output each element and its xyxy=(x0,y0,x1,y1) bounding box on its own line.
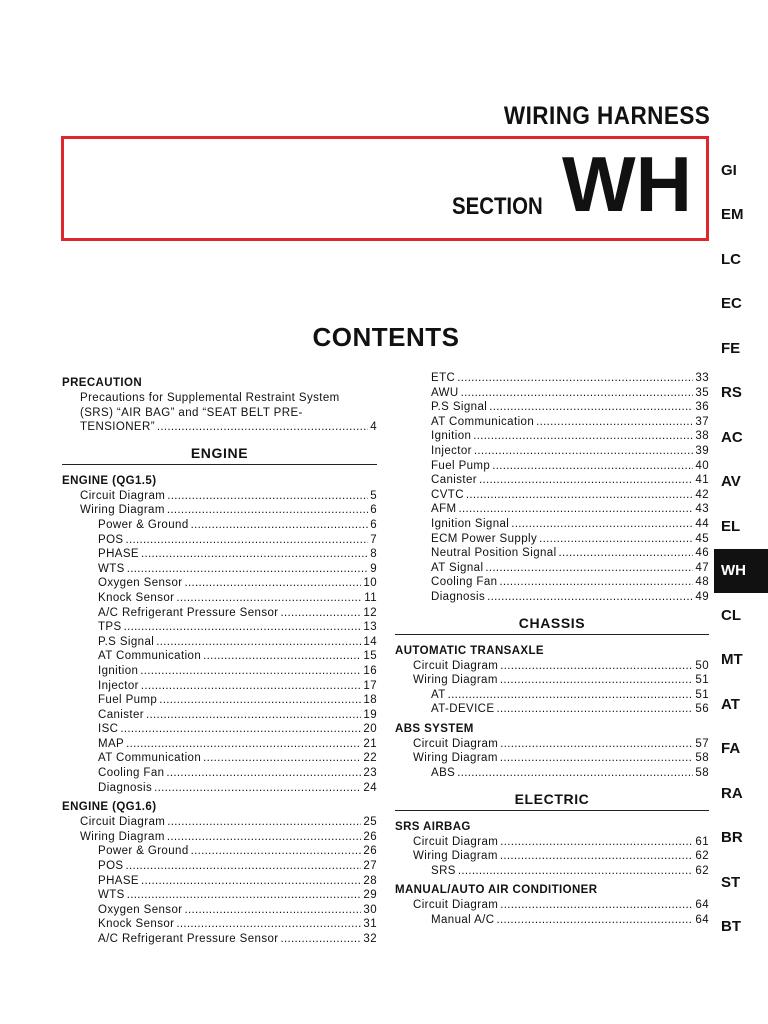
dot-leader xyxy=(500,898,693,913)
dot-leader xyxy=(203,751,361,766)
toc-page-number: 28 xyxy=(363,874,377,887)
manual-title: WIRING HARNESS xyxy=(503,102,710,130)
toc-entry-label: AT xyxy=(431,688,446,701)
section-tab-br[interactable]: BR xyxy=(721,829,743,847)
toc-page-number: 6 xyxy=(370,518,377,531)
section-tab-cl[interactable]: CL xyxy=(721,606,741,624)
toc-entry[interactable] xyxy=(62,722,377,737)
section-tab-mt[interactable]: MT xyxy=(721,651,743,669)
toc-entry[interactable] xyxy=(395,575,709,590)
toc-entry[interactable] xyxy=(395,673,709,688)
toc-entry-label: Knock Sensor xyxy=(98,918,175,931)
toc-page-number: 38 xyxy=(695,430,709,443)
toc-entry-label: Circuit Diagram xyxy=(80,489,166,502)
toc-page-number: 14 xyxy=(363,635,377,648)
toc-entry[interactable] xyxy=(395,864,709,879)
toc-entry-label: A/C Refrigerant Pressure Sensor xyxy=(98,933,279,945)
toc-entry[interactable] xyxy=(62,888,377,903)
toc-entry[interactable] xyxy=(62,420,377,435)
toc-page-number: 50 xyxy=(695,659,709,672)
toc-page-number: 17 xyxy=(363,679,377,692)
toc-page-number: 41 xyxy=(695,474,709,487)
dot-leader xyxy=(184,576,361,591)
toc-entry-label: WTS xyxy=(98,562,125,575)
toc-entry-label: AFM xyxy=(431,503,457,516)
toc-entry[interactable] xyxy=(62,693,377,708)
toc-entry-label: PHASE xyxy=(98,548,139,561)
dot-leader xyxy=(140,664,361,679)
toc-page-number: 48 xyxy=(695,576,709,589)
dot-leader xyxy=(126,737,361,752)
dot-leader xyxy=(176,917,361,932)
dot-leader xyxy=(176,591,362,606)
toc-entry-label: Circuit Diagram xyxy=(80,816,166,829)
toc-page-number: 45 xyxy=(695,532,709,545)
section-tab-rs[interactable]: RS xyxy=(721,384,742,402)
toc-category-divider: CHASSIS xyxy=(395,615,709,635)
toc-entry[interactable] xyxy=(395,913,709,928)
toc-entry-label: PHASE xyxy=(98,874,139,887)
section-tab-bt[interactable]: BT xyxy=(721,918,741,936)
toc-entry[interactable] xyxy=(395,849,709,864)
toc-entry-label: Diagnosis xyxy=(98,781,153,794)
toc-entry-label: Circuit Diagram xyxy=(413,659,499,672)
toc-entry[interactable] xyxy=(62,917,377,932)
toc-page-number: 64 xyxy=(695,899,709,912)
dot-leader xyxy=(458,864,694,879)
toc-entry[interactable] xyxy=(62,781,377,796)
toc-page-number: 42 xyxy=(695,488,709,501)
toc-entry[interactable] xyxy=(62,489,377,504)
toc-entry[interactable] xyxy=(395,835,709,850)
toc-entry-label: ISC xyxy=(98,723,119,736)
toc-page-number: 62 xyxy=(695,864,709,877)
toc-entry[interactable] xyxy=(62,576,377,591)
toc-page-number: 19 xyxy=(363,708,377,721)
section-tab-ec[interactable]: EC xyxy=(721,295,742,313)
toc-entry-label: Cooling Fan xyxy=(431,576,498,589)
toc-entry[interactable] xyxy=(62,874,377,889)
toc-entry[interactable] xyxy=(62,406,377,421)
toc-entry-label: P.S Signal xyxy=(431,401,488,414)
toc-entry[interactable] xyxy=(62,664,377,679)
toc-entry[interactable] xyxy=(395,737,709,752)
dot-leader xyxy=(281,932,362,947)
toc-entry[interactable] xyxy=(62,649,377,664)
toc-group-heading: PRECAUTION xyxy=(62,377,143,389)
toc-entry[interactable] xyxy=(395,561,709,576)
toc-entry-label: TENSIONER” xyxy=(80,421,155,434)
toc-page-number: 56 xyxy=(695,703,709,716)
toc-entry[interactable] xyxy=(62,844,377,859)
toc-page-number: 32 xyxy=(363,933,377,945)
contents-title: CONTENTS xyxy=(312,322,460,352)
dot-leader xyxy=(167,489,368,504)
toc-page-number: 62 xyxy=(695,850,709,863)
toc-page-number: 36 xyxy=(695,401,709,414)
dot-leader xyxy=(500,737,693,752)
toc-entry-label: AT-DEVICE xyxy=(431,703,495,716)
dot-leader xyxy=(203,649,361,664)
dot-leader xyxy=(146,708,361,723)
toc-page-number: 10 xyxy=(363,577,377,590)
toc-entry-label: Wiring Diagram xyxy=(413,674,498,687)
toc-entry[interactable] xyxy=(395,751,709,766)
toc-page-number: 13 xyxy=(363,621,377,634)
section-tab-gi[interactable]: GI xyxy=(721,161,737,179)
dot-leader xyxy=(159,693,361,708)
toc-page-number: 58 xyxy=(695,752,709,765)
toc-entry-label: AT Communication xyxy=(431,415,535,428)
toc-entry-label: (SRS) “AIR BAG” and “SEAT BELT PRE- xyxy=(80,406,303,419)
toc-entry[interactable] xyxy=(62,562,377,577)
dot-leader xyxy=(457,766,693,781)
toc-entry-label: POS xyxy=(98,860,124,873)
dot-leader xyxy=(124,620,362,635)
toc-entry-label: Fuel Pump xyxy=(431,459,491,472)
toc-entry-label: AT Signal xyxy=(431,561,484,574)
toc-page-number: 47 xyxy=(695,561,709,574)
toc-page-number: 49 xyxy=(695,590,709,603)
toc-entry-label: Fuel Pump xyxy=(98,694,158,707)
toc-page-number: 22 xyxy=(363,752,377,765)
dot-leader xyxy=(127,888,362,903)
toc-entry[interactable] xyxy=(62,518,377,533)
section-tab-lc[interactable]: LC xyxy=(721,250,741,268)
dot-leader xyxy=(500,835,693,850)
toc-entry-label: Ignition Signal xyxy=(431,517,510,530)
dot-leader xyxy=(492,459,693,474)
toc-entry-label: Ignition xyxy=(98,664,139,677)
section-tab-at[interactable]: AT xyxy=(721,695,740,713)
section-tab-fe[interactable]: FE xyxy=(721,339,741,357)
toc-entry[interactable] xyxy=(62,708,377,723)
toc-entry[interactable] xyxy=(62,606,377,621)
toc-entry[interactable] xyxy=(395,702,709,717)
toc-page-number: 6 xyxy=(370,504,377,517)
dot-leader xyxy=(500,673,694,688)
toc-entry[interactable] xyxy=(395,898,709,913)
toc-entry[interactable] xyxy=(62,815,377,830)
section-tab-ra[interactable]: RA xyxy=(721,784,743,802)
toc-entry-label: Precautions for Supplemental Restraint System xyxy=(80,392,340,404)
toc-page-number: 29 xyxy=(363,889,377,902)
toc-entry[interactable] xyxy=(62,737,377,752)
toc-page-number: 64 xyxy=(695,914,709,927)
dot-leader xyxy=(474,444,693,459)
dot-leader xyxy=(184,903,361,918)
dot-leader xyxy=(499,575,693,590)
dot-leader xyxy=(461,386,694,401)
toc-entry[interactable] xyxy=(62,635,377,650)
toc-page-number: 51 xyxy=(695,688,709,701)
dot-leader xyxy=(141,679,361,694)
toc-page-number: 33 xyxy=(695,372,709,384)
toc-page-number: 37 xyxy=(695,415,709,428)
toc-entry-label: Circuit Diagram xyxy=(413,835,499,848)
toc-entry[interactable] xyxy=(62,830,377,845)
dot-leader xyxy=(457,371,693,386)
toc-entry-label: ECM Power Supply xyxy=(431,532,538,545)
dot-leader xyxy=(167,830,362,845)
toc-entry[interactable] xyxy=(62,547,377,562)
toc-page-number: 9 xyxy=(370,562,377,575)
toc-page-number: 27 xyxy=(363,860,377,873)
toc-right-column xyxy=(395,371,709,928)
toc-entry-label: Oxygen Sensor xyxy=(98,577,183,590)
dot-leader xyxy=(458,502,693,517)
dot-leader xyxy=(539,532,693,547)
dot-leader xyxy=(496,702,693,717)
toc-entry-label: SRS xyxy=(431,864,456,877)
toc-entry-label: Canister xyxy=(431,474,478,487)
toc-entry[interactable] xyxy=(62,859,377,874)
toc-entry-label: Wiring Diagram xyxy=(80,830,165,843)
toc-entry-label: Power & Ground xyxy=(98,518,189,531)
toc-page-number: 51 xyxy=(695,674,709,687)
dot-leader xyxy=(141,547,368,562)
dot-leader xyxy=(559,546,694,561)
section-tab-bar xyxy=(714,148,768,949)
section-tab-em[interactable]: EM xyxy=(721,206,744,224)
toc-entry-label: CVTC xyxy=(431,488,464,501)
toc-page-number: 5 xyxy=(370,489,377,502)
toc-entry-label: Canister xyxy=(98,708,145,721)
toc-entry-label: AT Communication xyxy=(98,752,202,765)
dot-leader xyxy=(500,659,693,674)
toc-page-number: 35 xyxy=(695,386,709,399)
toc-entry-label: Circuit Diagram xyxy=(413,737,499,750)
toc-entry[interactable] xyxy=(62,533,377,548)
dot-leader xyxy=(156,635,361,650)
toc-entry-label: Oxygen Sensor xyxy=(98,903,183,916)
dot-leader xyxy=(166,766,361,781)
toc-group-heading: AUTOMATIC TRANSAXLE xyxy=(395,644,545,657)
toc-entry[interactable] xyxy=(62,503,377,518)
toc-entry[interactable] xyxy=(395,766,709,781)
toc-entry[interactable] xyxy=(395,590,709,605)
toc-page-number: 24 xyxy=(363,781,377,794)
dot-leader xyxy=(500,751,694,766)
toc-entry[interactable] xyxy=(395,517,709,532)
dot-leader xyxy=(157,420,368,435)
toc-entry-label: Diagnosis xyxy=(431,590,486,603)
toc-page-number: 7 xyxy=(370,533,377,546)
dot-leader xyxy=(126,533,369,548)
dot-leader xyxy=(485,561,693,576)
toc-entry-label: Neutral Position Signal xyxy=(431,547,557,560)
toc-entry[interactable] xyxy=(395,415,709,430)
section-tab-av[interactable]: AV xyxy=(721,473,741,491)
toc-entry-label: Manual A/C xyxy=(431,914,495,927)
toc-page-number: 11 xyxy=(364,591,377,604)
toc-entry[interactable] xyxy=(62,903,377,918)
dot-leader xyxy=(154,781,361,796)
toc-page-number: 26 xyxy=(363,830,377,843)
toc-entry[interactable] xyxy=(62,620,377,635)
toc-page-number: 39 xyxy=(695,444,709,457)
toc-entry-label: Power & Ground xyxy=(98,845,189,858)
toc-page-number: 31 xyxy=(363,918,377,931)
dot-leader xyxy=(191,844,362,859)
toc-page-number: 43 xyxy=(695,503,709,516)
toc-entry[interactable] xyxy=(395,386,709,401)
toc-page-number: 20 xyxy=(363,723,377,736)
dot-leader xyxy=(479,473,693,488)
toc-page-number: 25 xyxy=(363,816,377,829)
toc-entry[interactable] xyxy=(395,429,709,444)
toc-page-number: 26 xyxy=(363,845,377,858)
toc-page-number: 30 xyxy=(363,903,377,916)
toc-entry[interactable] xyxy=(62,751,377,766)
toc-entry[interactable] xyxy=(62,766,377,781)
toc-entry-label: Wiring Diagram xyxy=(80,504,165,517)
toc-page-number: 44 xyxy=(695,517,709,530)
dot-leader xyxy=(466,488,694,503)
toc-entry-label: P.S Signal xyxy=(98,635,155,648)
toc-left-column xyxy=(62,371,377,947)
toc-page-number: 61 xyxy=(695,835,709,848)
section-code: WH xyxy=(562,140,692,228)
toc-page-number: 40 xyxy=(695,459,709,472)
toc-entry-label: WTS xyxy=(98,889,125,902)
toc-page-number: 18 xyxy=(363,694,377,707)
toc-entry-label: A/C Refrigerant Pressure Sensor xyxy=(98,606,279,619)
toc-group-heading: ABS SYSTEM xyxy=(395,722,474,735)
toc-page-number: 23 xyxy=(363,767,377,780)
section-tab-el[interactable]: EL xyxy=(721,517,741,535)
toc-entry-label: POS xyxy=(98,533,124,546)
toc-page-number: 12 xyxy=(363,606,377,619)
toc-entry-label: TPS xyxy=(98,621,122,634)
toc-entry-label: Knock Sensor xyxy=(98,591,175,604)
section-tab-ac[interactable]: AC xyxy=(721,428,743,446)
toc-entry[interactable] xyxy=(395,502,709,517)
toc-page-number: 15 xyxy=(363,650,377,663)
toc-entry[interactable] xyxy=(395,688,709,703)
dot-leader xyxy=(500,849,694,864)
toc-category-divider: ELECTRIC xyxy=(395,791,709,811)
dot-leader xyxy=(191,518,369,533)
toc-group-heading: MANUAL/AUTO AIR CONDITIONER xyxy=(395,884,598,897)
toc-entry[interactable] xyxy=(62,679,377,694)
toc-entry[interactable] xyxy=(62,591,377,606)
toc-entry-label: Ignition xyxy=(431,430,472,443)
toc-page-number: 58 xyxy=(695,767,709,780)
dot-leader xyxy=(141,874,361,889)
toc-entry[interactable] xyxy=(395,659,709,674)
dot-leader xyxy=(473,429,693,444)
dot-leader xyxy=(489,400,693,415)
dot-leader xyxy=(487,590,693,605)
toc-entry[interactable] xyxy=(395,371,709,386)
toc-entry[interactable] xyxy=(395,400,709,415)
dot-leader xyxy=(127,562,368,577)
toc-entry[interactable] xyxy=(62,932,377,947)
dot-leader xyxy=(281,606,362,621)
toc-entry[interactable] xyxy=(395,473,709,488)
section-tab-st[interactable]: ST xyxy=(721,873,741,891)
toc-page-number: 57 xyxy=(695,737,709,750)
toc-entry-label: Wiring Diagram xyxy=(413,752,498,765)
toc-entry[interactable] xyxy=(395,546,709,561)
toc-category-divider: ENGINE xyxy=(62,445,377,465)
dot-leader xyxy=(536,415,693,430)
toc-entry-label: AT Communication xyxy=(98,650,202,663)
toc-entry-label: Injector xyxy=(98,679,139,692)
toc-group-heading: ENGINE (QG1.6) xyxy=(62,801,157,814)
section-tab-wh[interactable]: WH xyxy=(714,549,768,594)
toc-entry-label: Injector xyxy=(431,444,472,457)
toc-entry-label: ETC xyxy=(431,372,456,384)
toc-entry-label: MAP xyxy=(98,737,125,750)
dot-leader xyxy=(126,859,362,874)
toc-group-heading: SRS AIRBAG xyxy=(395,820,471,833)
toc-group-heading: ENGINE (QG1.5) xyxy=(62,474,157,487)
toc-entry-label: Circuit Diagram xyxy=(413,899,499,912)
toc-page-number: 16 xyxy=(363,664,377,677)
dot-leader xyxy=(511,517,693,532)
toc-entry-label: AWU xyxy=(431,386,459,399)
toc-page-number: 4 xyxy=(370,421,377,434)
toc-entry-label: ABS xyxy=(431,767,456,780)
toc-entry[interactable] xyxy=(395,459,709,474)
dot-leader xyxy=(167,503,368,518)
toc-page-number: 8 xyxy=(370,548,377,561)
toc-entry-label: Cooling Fan xyxy=(98,767,165,780)
dot-leader xyxy=(496,913,693,928)
dot-leader xyxy=(448,688,694,703)
toc-page-number: 21 xyxy=(363,737,377,750)
section-tab-fa[interactable]: FA xyxy=(721,740,741,758)
toc-page-number: 46 xyxy=(695,547,709,560)
toc-entry[interactable] xyxy=(62,391,377,406)
toc-entry[interactable] xyxy=(395,488,709,503)
toc-entry[interactable] xyxy=(395,532,709,547)
toc-entry[interactable] xyxy=(395,444,709,459)
section-label: SECTION xyxy=(452,193,543,220)
dot-leader xyxy=(167,815,361,830)
dot-leader xyxy=(120,722,361,737)
toc-entry-label: Wiring Diagram xyxy=(413,850,498,863)
